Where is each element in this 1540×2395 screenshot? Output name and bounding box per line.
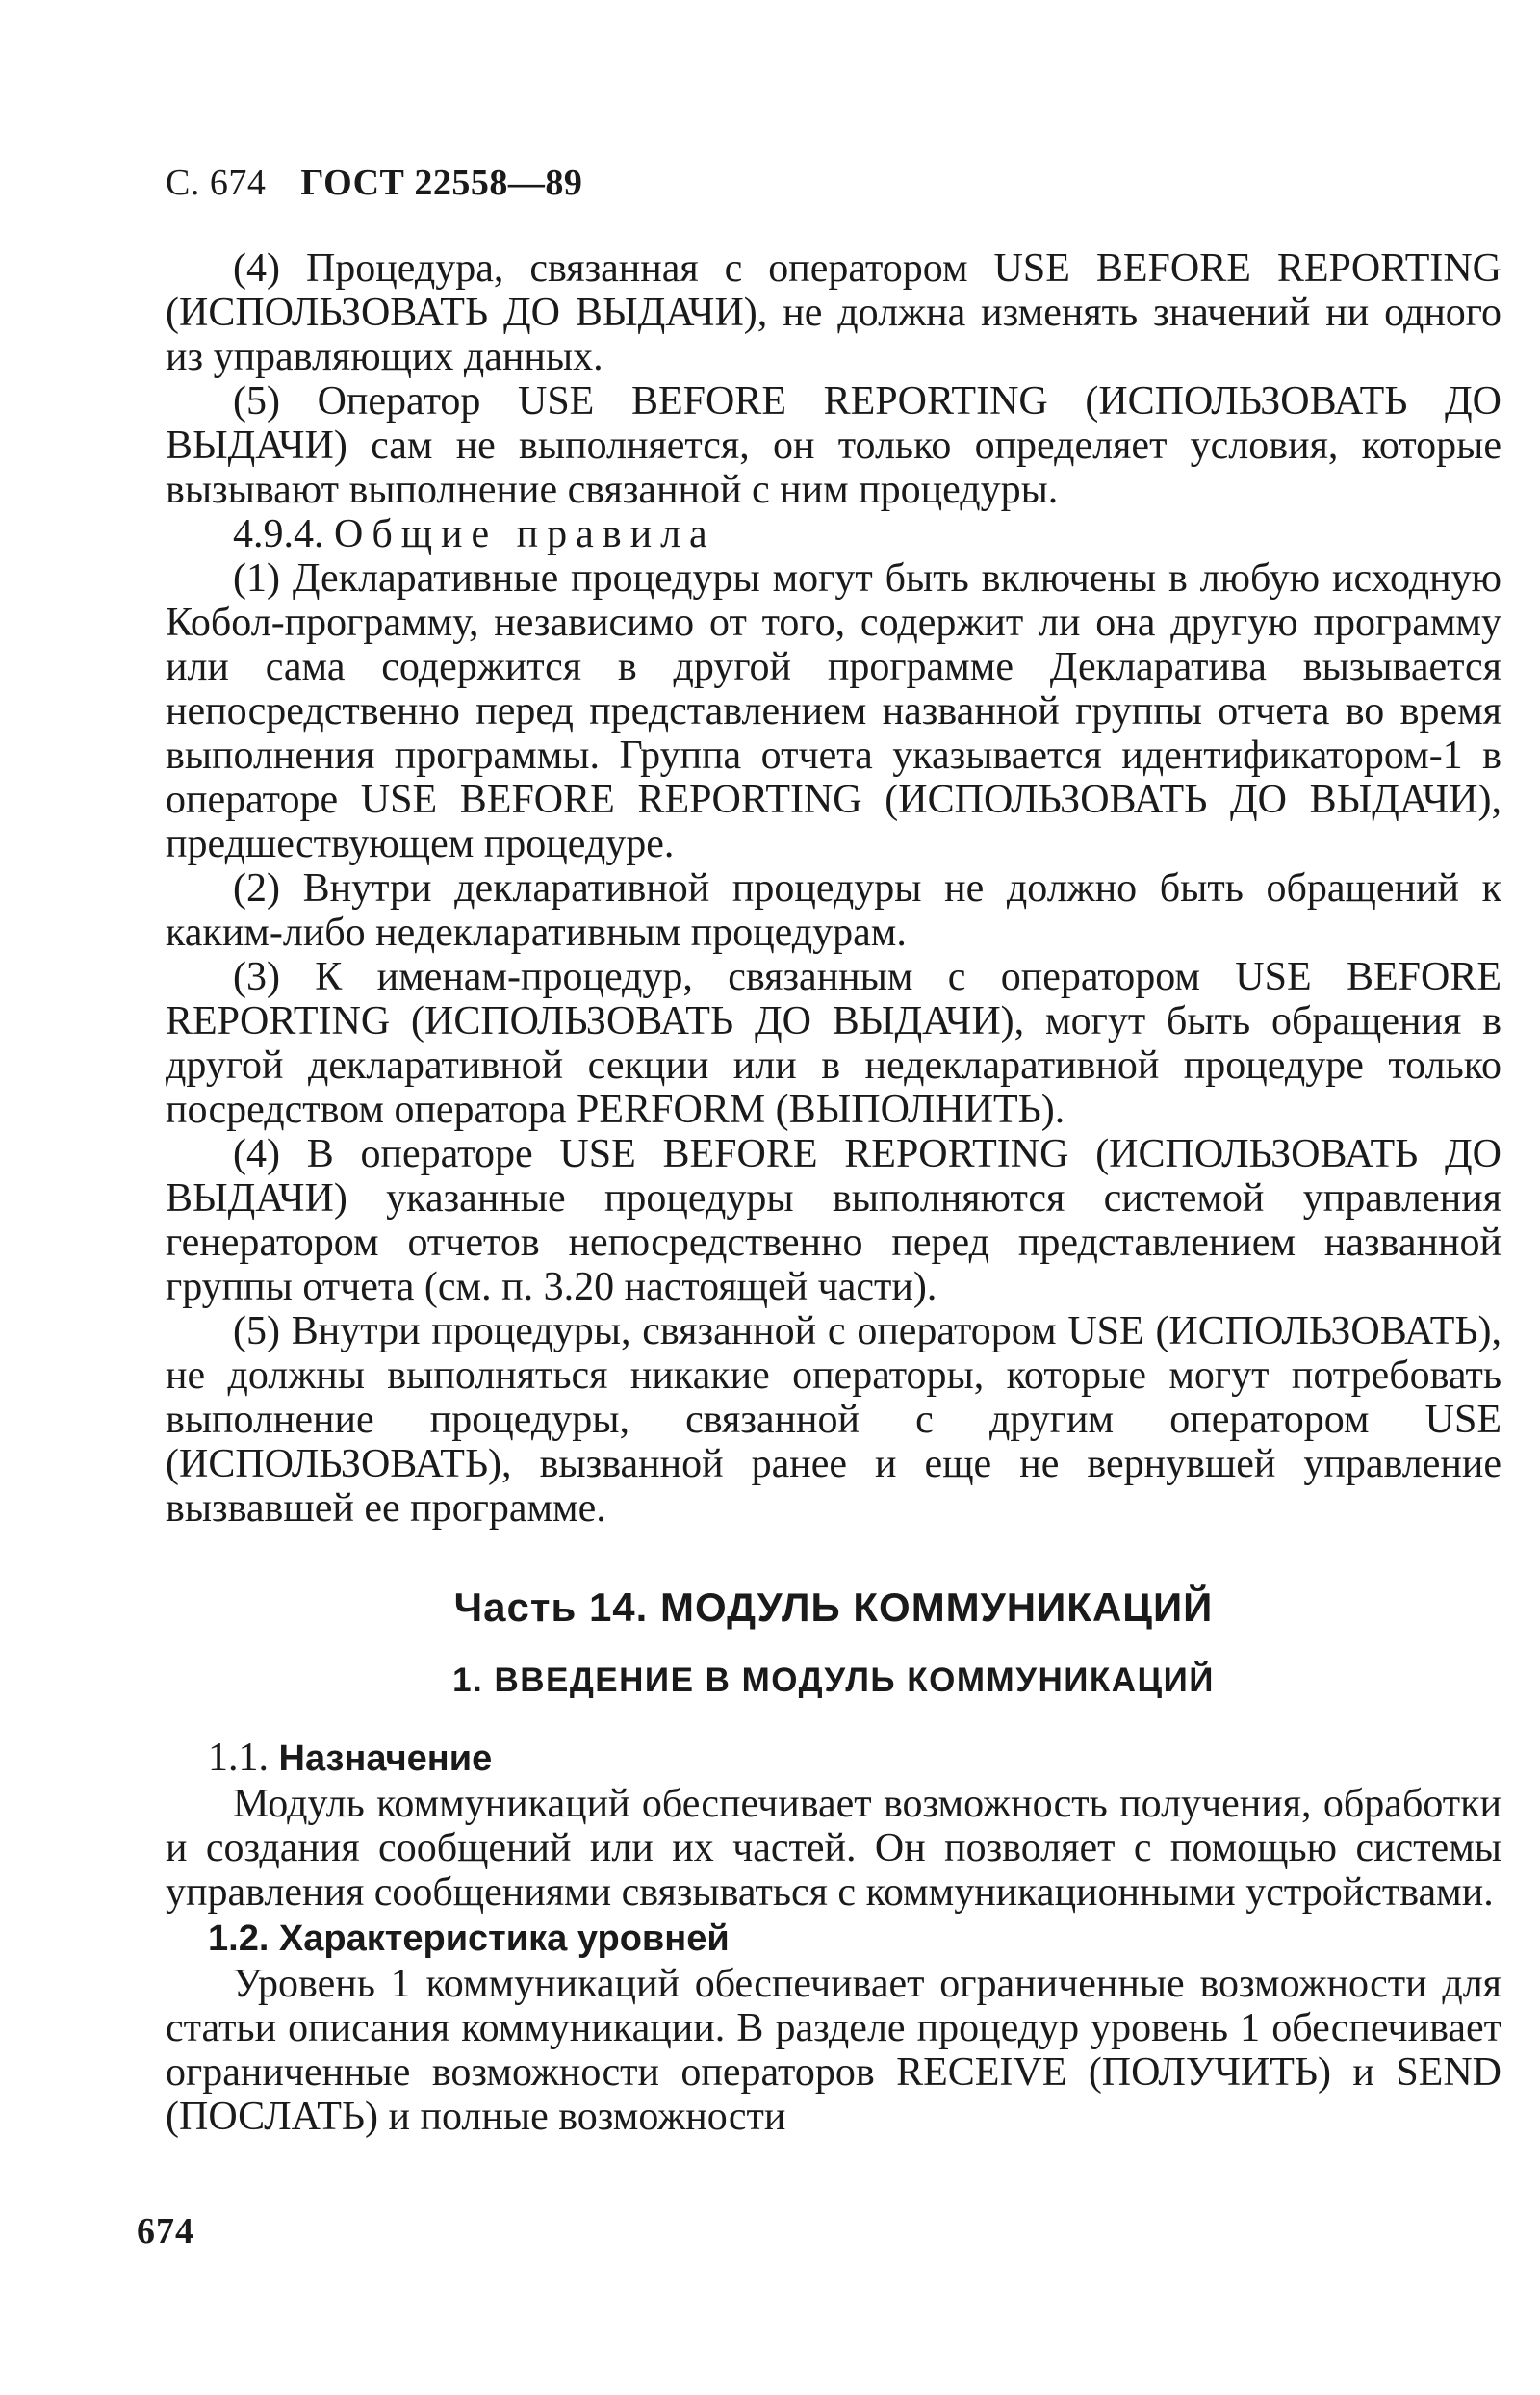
subsection-1-1-heading xyxy=(166,1735,1502,1782)
rule-paragraph-2: (2) Внутри декларативной процедуры не должно быть обращений к каким-либо недекларативным процедурам. xyxy=(166,866,1502,955)
section-title: 1. ВВЕДЕНИЕ В МОДУЛЬ КОММУНИКАЦИЙ xyxy=(452,1661,1215,1699)
subsection-1-1-text: Модуль коммуникаций обеспечивает возможность получения, обработки и создания сообщений или их частей. Он позволяет с помощью системы управления сообщениями связываться с коммуникационными устройствами. xyxy=(166,1782,1502,1915)
rule-paragraph-5: (5) Внутри процедуры, связанной с оператором USE (ИСПОЛЬЗОВАТЬ), не должны выполняться никакие операторы, которые могут потребовать выполнение процедуры, связанной с другим оператором USE (ИСПОЛЬЗОВАТЬ), вызванной ранее и еще не вернувшей управление вызвавшей ее программе. xyxy=(166,1309,1502,1531)
rules-heading xyxy=(166,512,1502,556)
subsection-1-2-number: 1.2. xyxy=(208,1919,270,1959)
rules-number: 4.9.4. xyxy=(233,512,324,556)
rule-paragraph-3: (3) К именам-процедур, связанным с оператором USE BEFORE REPORTING (ИСПОЛЬЗОВАТЬ ДО ВЫДАЧИ), могут быть обращения в другой декларативной секции или в недекларативной процедуре только посредством оператора PERFORM (ВЫПОЛНИТЬ). xyxy=(166,955,1502,1132)
paragraph-use-before-4: (4) Процедура, связанная с оператором USE BEFORE REPORTING (ИСПОЛЬЗОВАТЬ ДО ВЫДАЧИ), не должна изменять значений ни одного из управляющих данных. xyxy=(166,246,1502,379)
header-page-label: С. 674 xyxy=(166,163,267,203)
rule-paragraph-4: (4) В операторе USE BEFORE REPORTING (ИСПОЛЬЗОВАТЬ ДО ВЫДАЧИ) указанные процедуры выполняются системой управления генератором отчетов непосредственно перед представлением названной группы отчета (см. п. 3.20 настоящей части). xyxy=(166,1132,1502,1309)
document-page xyxy=(166,162,1502,2139)
page-number: 674 xyxy=(137,2211,194,2252)
subsection-1-2-heading xyxy=(166,1915,1502,1962)
subsection-1-2-text: Уровень 1 коммуникаций обеспечивает ограниченные возможности для статьи описания коммуникации. В разделе процедур уровень 1 обеспечивает ограниченные возможности операторов RECEIVE (ПОЛУЧИТЬ) и SEND (ПОСЛАТЬ) и полные возможности xyxy=(166,1962,1502,2139)
paragraph-use-before-5: (5) Оператор USE BEFORE REPORTING (ИСПОЛЬЗОВАТЬ ДО ВЫДАЧИ) сам не выполняется, он только определяет условия, которые вызывают выполнение связанной с ним процедуры. xyxy=(166,379,1502,512)
rules-title: Общие правила xyxy=(334,512,716,556)
page-header xyxy=(166,162,1502,204)
part-title: Часть 14. МОДУЛЬ КОММУНИКАЦИЙ xyxy=(453,1584,1214,1630)
subsection-1-1-number: 1.1. xyxy=(208,1736,269,1780)
header-document-id: ГОСТ 22558—89 xyxy=(300,163,583,203)
subsection-1-1-title: Назначение xyxy=(278,1738,493,1779)
rule-paragraph-1: (1) Декларативные процедуры могут быть включены в любую исходную Кобол-программу, независимо от того, содержит ли она другую программу или сама содержится в другой программе Декларатива вызывается непосредственно перед представлением названной группы отчета во время выполнения программы. Группа отчета указывается идентификатором-1 в операторе USE BEFORE REPORTING (ИСПОЛЬЗОВАТЬ ДО ВЫДАЧИ), предшествующем процедуре. xyxy=(166,556,1502,866)
subsection-1-2-title: Характеристика уровней xyxy=(278,1919,730,1959)
